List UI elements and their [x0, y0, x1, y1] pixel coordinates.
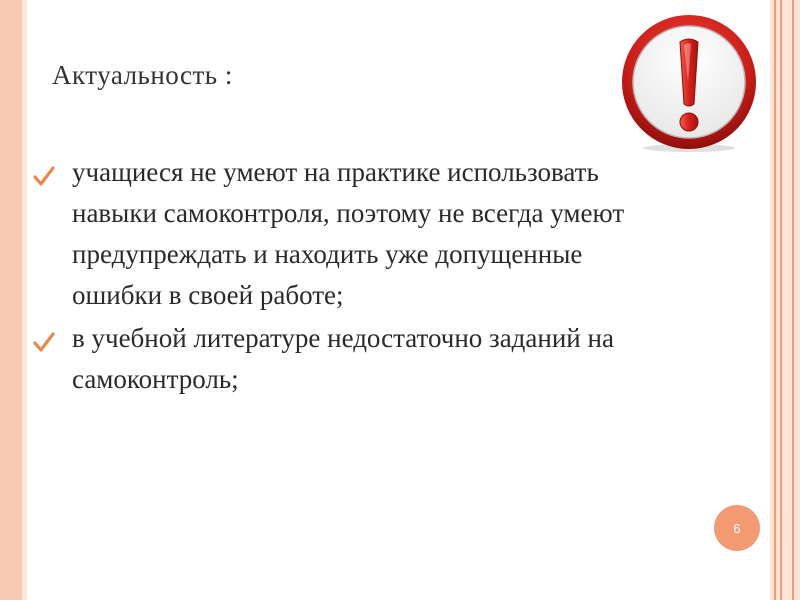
page-number-badge: [714, 505, 760, 551]
border-stripe: [792, 0, 794, 600]
bullet-text: в учебной литературе недостаточно заданий на самоконтроль;: [72, 323, 614, 394]
border-stripe: [774, 0, 776, 600]
exclamation-warning-icon: [618, 12, 760, 154]
border-stripe: [780, 0, 782, 600]
checkmark-icon: [32, 330, 56, 354]
bullet-text: учащиеся не умеют на практике использовать навыки самоконтроля, поэтому не всегда умеют предупреждать и находить уже допущенные ошибки в своей работе;: [72, 157, 625, 310]
bullet-item: [32, 152, 672, 316]
checkmark-icon: [32, 164, 56, 188]
slide-title: Актуальность :: [52, 60, 233, 90]
bullet-list: [32, 152, 672, 402]
page-number: 6: [733, 520, 741, 536]
left-border-decoration: [0, 0, 22, 600]
bullet-item: [32, 318, 672, 400]
right-border-decoration: [770, 0, 800, 600]
